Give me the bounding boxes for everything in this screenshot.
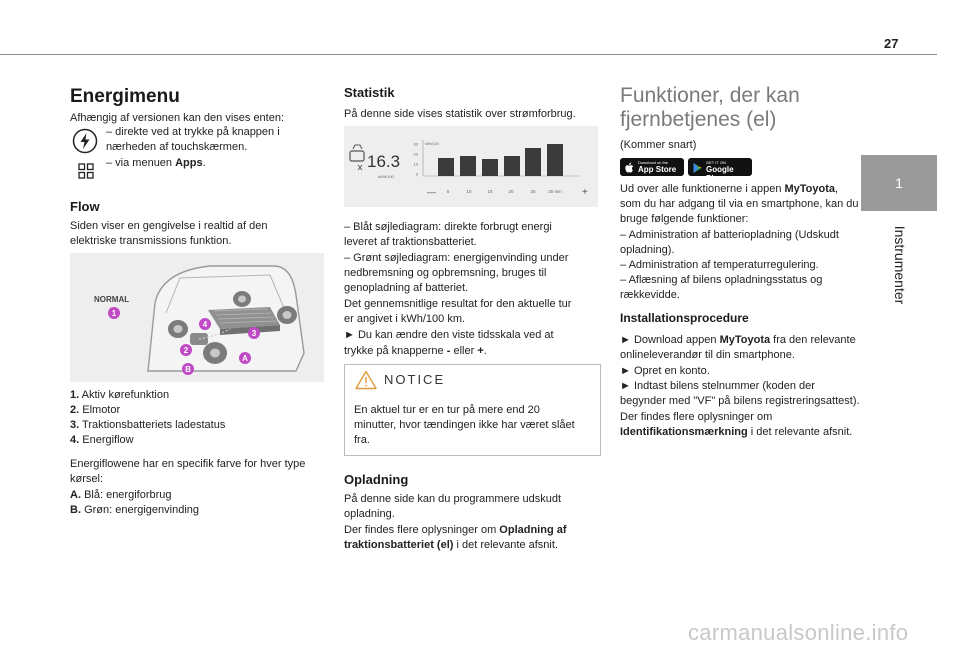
stats-y-axis	[414, 142, 419, 177]
stats-x-tick: 10	[466, 189, 472, 194]
stats-value: 16.3	[367, 152, 401, 171]
fn-line: – Aflæsning af bilens opladningsstatus og	[620, 274, 823, 287]
install-line: ► Opret en konto.	[620, 364, 710, 377]
statistik-line: genopladning af batteriet.	[344, 282, 469, 295]
stats-bar	[460, 156, 476, 176]
stats-bar	[482, 159, 498, 176]
statistik-title: Statistik	[344, 85, 395, 100]
marker-1	[108, 307, 120, 319]
stats-x-tick: 30 min	[548, 189, 562, 194]
chapter-label: Instrumenter	[892, 225, 908, 305]
opladning-line4: traktionsbatteriet (el) i det relevante afsnit.	[344, 539, 558, 551]
opladning-line2: opladning.	[344, 508, 395, 520]
svg-text:2: 2	[183, 346, 189, 355]
energimenu-title: Energimenu	[70, 86, 180, 107]
flow-title: Flow	[70, 199, 100, 214]
install-line: onlineleverandør til din smartphone.	[620, 349, 795, 362]
install-title: Installationsprocedure	[620, 311, 749, 325]
opladning-line1: På denne side kan du programmere udskudt	[344, 493, 562, 505]
stats-x-axis	[447, 189, 563, 194]
stats-car-icon	[350, 145, 364, 170]
fn-line: opladning).	[620, 243, 675, 256]
flow-legend-item: 2. Elmotor	[70, 404, 121, 416]
fn-line: – Administration af batteriopladning (Udskudt	[620, 228, 839, 241]
statistik-action-line2: trykke på knapperne - eller +.	[344, 345, 487, 357]
energimenu-option1-line2: nærheden af touchskærmen.	[106, 141, 248, 153]
funktioner-coming: (Kommer snart)	[620, 139, 697, 151]
funktioner-title-line1: Funktioner, der kan	[620, 84, 800, 107]
energimenu-option1-line1: – direkte ved at trykke på knappen i	[106, 126, 280, 138]
statistik-line: – Blåt søjlediagram: direkte forbrugt energi	[344, 221, 552, 233]
notice-line2: minutter, hvor tændingen ikke har været slået	[354, 419, 575, 431]
marker-2	[180, 344, 192, 356]
stats-bars	[438, 144, 563, 176]
install-line: begynder med "VF" på bilens registreringsattest).	[620, 395, 860, 408]
opladning-title: Opladning	[344, 472, 409, 487]
marker-B	[182, 363, 194, 375]
statistik-line: er angivet i kWh/100 km.	[344, 312, 466, 325]
play-icon	[692, 161, 703, 173]
notice-line1: En aktuel tur er en tur på mere end 20	[354, 404, 540, 416]
stats-bar	[547, 144, 563, 176]
funktioner-title-line2: fjernbetjenes (el)	[620, 108, 777, 131]
lightning-button-icon	[72, 128, 98, 154]
page-number: 27	[884, 36, 899, 51]
statistik-line: leveret af traktionsbatteriet.	[344, 236, 477, 249]
stats-legend-label: kWh/100	[425, 142, 439, 146]
install-line: Identifikationsmærkning i det relevante afsnit.	[620, 425, 853, 438]
stats-x-tick: 15	[487, 189, 493, 194]
stats-bar	[438, 158, 454, 176]
notice-box	[344, 364, 601, 456]
header-rule	[0, 54, 937, 55]
flow-colors-line1: Energiflowene har en specifik farve for hver type	[70, 458, 306, 470]
stats-bar	[504, 156, 520, 176]
fn-line: – Administration af temperaturregulering.	[620, 259, 819, 271]
opladning-line3: Der findes flere oplysninger om Opladning af	[344, 524, 567, 536]
fn-line: Ud over alle funktionerne i appen MyToyota,	[620, 183, 839, 195]
flow-line1: Siden viser en gengivelse i realtid af den	[70, 220, 268, 232]
install-line: Der findes flere oplysninger om	[620, 410, 773, 423]
fn-line: bruge følgende funktioner:	[620, 213, 749, 226]
svg-text:3: 3	[251, 329, 257, 338]
install-line: ► Indtast bilens stelnummer (koden der	[620, 379, 815, 392]
flow-line2: elektriske transmissions funktion.	[70, 235, 232, 247]
flow-colors-line2: kørsel:	[70, 473, 103, 485]
flow-color-item: B. Grøn: energigenvinding	[70, 504, 200, 516]
flow-mode-label: NORMAL	[94, 295, 130, 304]
statistik-action-line1: ► Du kan ændre den viste tidsskala ved at	[344, 329, 554, 341]
chapter-tab[interactable]	[861, 155, 937, 211]
stats-y-tick: 10	[413, 161, 418, 167]
stats-y-tick: 0	[415, 171, 418, 177]
svg-text:1: 1	[111, 309, 117, 318]
install-line: ► Download appen MyToyota fra den relevante	[620, 334, 856, 346]
flow-legend-item: 4. Energiflow	[70, 434, 134, 446]
marker-3	[248, 327, 260, 339]
google-play-badge[interactable]: GET IT ON Google Play	[688, 158, 752, 176]
stats-minus-button[interactable]: —	[427, 187, 436, 197]
stats-bar	[525, 148, 541, 176]
notice-title: NOTICE	[384, 372, 446, 387]
apps-grid-icon	[78, 163, 94, 179]
flow-legend-item: 1. Aktiv kørefunktion	[70, 389, 170, 401]
svg-text:B: B	[185, 365, 191, 374]
flow-color-item: A. Blå: energiforbrug	[70, 489, 172, 501]
energimenu-option2: – via menuen Apps.	[106, 157, 206, 169]
flow-diagram-image	[70, 253, 324, 382]
warning-triangle-icon	[355, 370, 377, 390]
stats-unit: kWh/100	[378, 174, 394, 179]
statistik-intro: På denne side vises statistik over strømforbrug.	[344, 108, 576, 120]
marker-4	[199, 318, 211, 330]
marker-A	[239, 352, 251, 364]
flow-legend-item: 3. Traktionsbatteriets ladestatus	[70, 419, 226, 431]
stats-plus-button[interactable]: +	[582, 187, 588, 198]
statistik-screen-image	[344, 126, 598, 207]
svg-text:4: 4	[202, 320, 208, 329]
chapter-number: 1	[895, 175, 903, 191]
fn-line: som du har adgang til via en smartphone, kan du	[620, 198, 859, 211]
stats-x-tick: 5	[446, 189, 450, 194]
apple-icon	[624, 161, 635, 173]
stats-x-tick: 25	[530, 189, 536, 194]
stats-y-tick: 20	[413, 151, 418, 157]
notice-line3: fra.	[354, 434, 370, 446]
stats-y-tick: 30	[413, 141, 418, 147]
energimenu-intro: Afhængig af versionen kan den vises enten:	[70, 112, 285, 124]
app-store-badge[interactable]: Download on the App Store	[620, 158, 684, 176]
statistik-line: – Grønt søjlediagram: energigenvinding under	[344, 251, 569, 264]
fn-line: rækkevidde.	[620, 289, 680, 302]
stats-x-tick: 20	[508, 189, 514, 194]
svg-text:A: A	[242, 354, 248, 363]
watermark: carmanualsonline.info	[688, 620, 909, 645]
statistik-line: Det gennemsnitlige resultat for den aktuelle tur	[344, 297, 572, 310]
statistik-line: nedbremsning og opbremsning, bruges til	[344, 266, 547, 279]
